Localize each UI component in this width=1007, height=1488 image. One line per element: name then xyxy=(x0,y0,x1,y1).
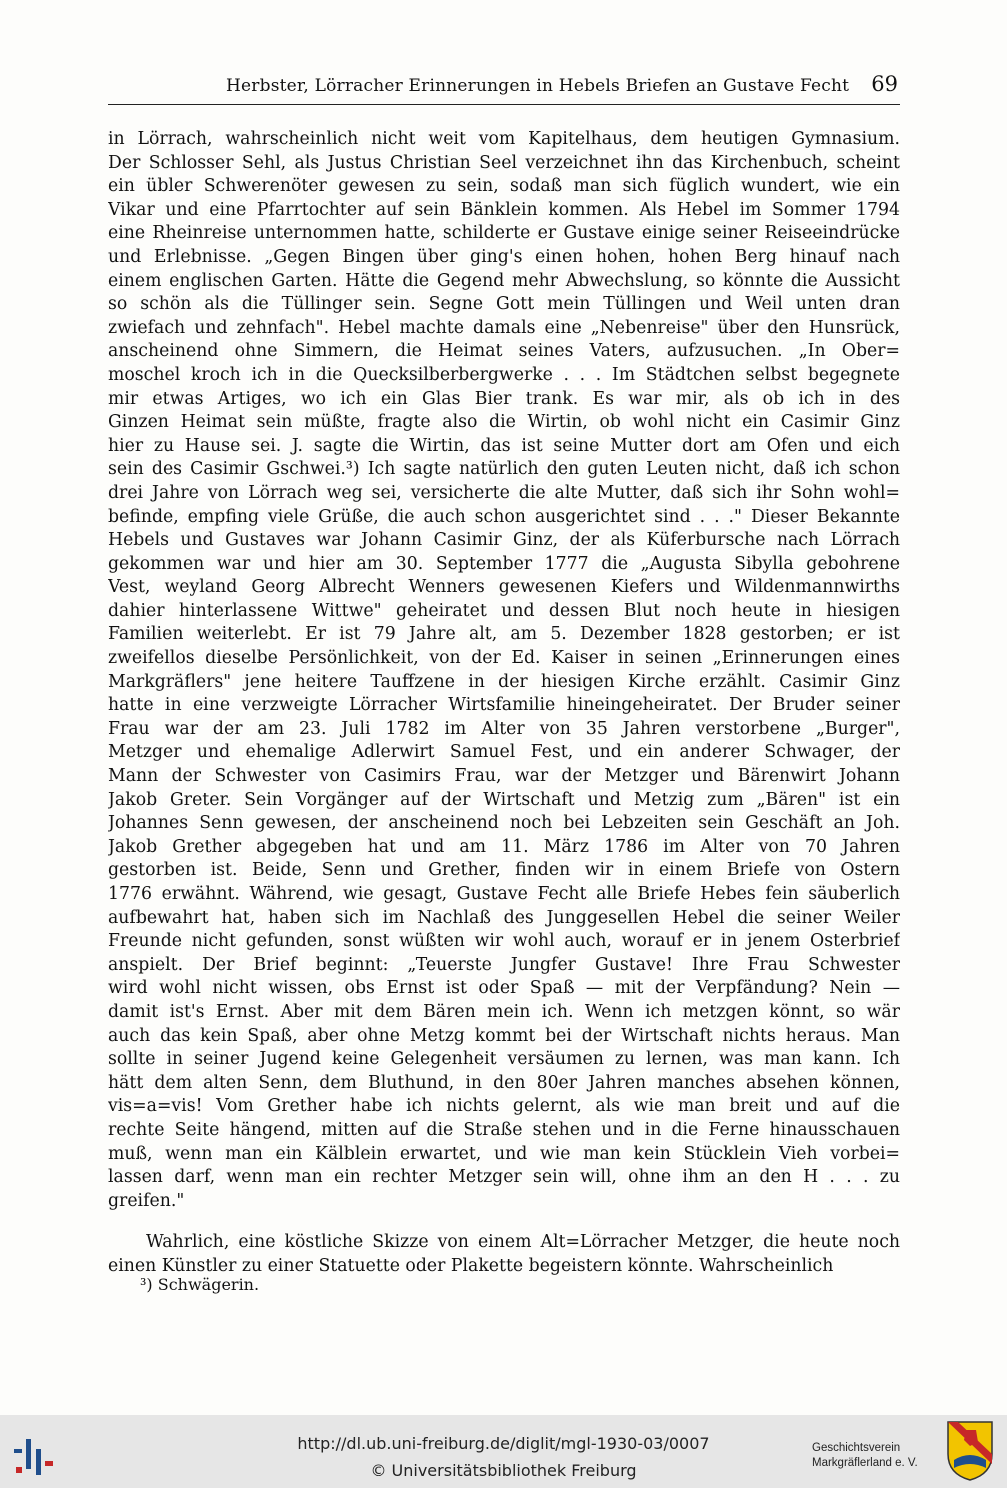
text-line: Hebels und Gustaves war Johann Casimir Ginz, der als Küferbursche nach Lörrach xyxy=(108,530,900,551)
text-line: rechte Seite hängend, mitten auf die Straße stehen und in die Ferne hinausschauen xyxy=(108,1119,900,1140)
text-line: einen Künstler zu einer Statuette oder Plakette begeistern könnte. Wahrscheinlich xyxy=(108,1255,834,1276)
text-line: gekommen war und hier am 30. September 1777 die „Augusta Sibylla gebohrene xyxy=(108,553,900,574)
page-number: 69 xyxy=(871,72,898,96)
text-line: Vikar und eine Pfarrtochter auf sein Bänklein kommen. Als Hebel im Sommer 1794 xyxy=(108,199,900,220)
text-line: Vest, weyland Georg Albrecht Wenners gewesenen Kiefers und Wildenmannwirths xyxy=(108,577,900,598)
running-title: Herbster, Lörracher Erinnerungen in Hebels Briefen an Gustave Fecht xyxy=(226,76,850,96)
viewer-footer xyxy=(0,1415,1007,1488)
text-line: sein des Casimir Gschwei.³) Ich sagte natürlich den guten Leuten nicht, daß ich schon xyxy=(108,459,900,480)
text-line: Wahrlich, eine köstliche Skizze von einem Alt=Lörracher Metzger, die heute noch xyxy=(146,1232,900,1253)
text-line: Johannes Senn gewesen, der anscheinend noch bei Lebzeiten sein Geschäft an Joh. xyxy=(108,813,900,834)
text-line: auch das kein Spaß, aber ohne Metzg kommt bei der Wirtschaft nichts heraus. Man xyxy=(108,1025,900,1046)
text-line: gestorben ist. Beide, Senn und Grether, finden wir in einem Briefe von Ostern xyxy=(108,860,900,881)
text-line: hätt dem alten Senn, dem Bluthund, in den 80er Jahren manches absehen können, xyxy=(108,1072,900,1093)
text-line: so schön als die Tüllinger sein. Segne Gott mein Tüllingen und Weil unten dran xyxy=(108,294,900,315)
text-line: eine Rheinreise unternommen hatte, schilderte er Gustave einige seiner Reiseeindrücke xyxy=(108,223,900,244)
document-url[interactable]: http://dl.ub.uni-freiburg.de/diglit/mgl-1930-03/0007 xyxy=(297,1434,710,1453)
text-line: Jakob Greter. Sein Vorgänger auf der Wirtschaft und Metzig zum „Bären" ist ein xyxy=(108,789,900,810)
text-line: einem englischen Garten. Hätte die Gegend mehr Abwechslung, so könnte die Aussicht xyxy=(108,270,900,291)
copyright-notice: © Universitätsbibliothek Freiburg xyxy=(370,1461,637,1480)
text-line: moschel kroch ich in die Quecksilberbergwerke . . . Im Städtchen selbst begegnete xyxy=(108,364,900,385)
text-line: mir etwas Artiges, wo ich ein Glas Bier trank. Es war mir, als ob ich in des xyxy=(108,388,900,409)
text-line: Frau war der am 23. Juli 1782 im Alter von 35 Jahren verstorbene „Burger", xyxy=(108,718,900,739)
text-line: und Erlebnisse. „Gegen Bingen über ging's einen hohen, hohen Berg hinauf nach xyxy=(108,246,900,267)
paragraph xyxy=(108,128,900,1213)
body-text xyxy=(108,128,900,1279)
text-line: in Lörrach, wahrscheinlich nicht weit vom Kapitelhaus, dem heutigen Gymnasium. xyxy=(108,129,900,149)
society-line: Markgräflerland e. V. xyxy=(812,1457,918,1469)
text-line: Familien weiterlebt. Er ist 79 Jahre alt, am 5. Dezember 1828 gestorben; er ist xyxy=(108,624,900,645)
text-line: 1776 erwähnt. Während, wie gesagt, Gustave Fecht alle Briefe Hebes fein säuberlich xyxy=(108,884,900,904)
society-name xyxy=(812,1441,937,1471)
text-line: Jakob Grether abgegeben hat und am 11. März 1786 im Alter von 70 Jahren xyxy=(108,836,900,857)
society-line: Geschichtsverein xyxy=(812,1442,901,1454)
text-line: damit ist's Ernst. Aber mit dem Bären mein ich. Wenn ich metzgen könnt, so wär xyxy=(108,1001,900,1022)
text-line: anscheinend ohne Simmern, die Heimat seines Vaters, aufzusuchen. „In Ober= xyxy=(108,341,900,362)
text-line: Markgräflers" jene heitere Tauffzene in der hiesigen Kirche erzählt. Casimir Ginz xyxy=(108,671,900,692)
text-line: aufbewahrt hat, haben sich im Nachlaß des Junggesellen Hebel die seiner Weiler xyxy=(108,907,900,928)
text-line: drei Jahre von Lörrach weg sei, versicherte die alte Mutter, daß sich ihr Sohn wohl= xyxy=(108,482,900,503)
text-line: muß, wenn man ein Kälblein erwartet, und wie man kein Stücklein Vieh vorbei= xyxy=(108,1143,900,1164)
text-line: vis=a=vis! Vom Grether habe ich nichts gelernt, als wie man breit und auf die xyxy=(108,1096,900,1117)
text-line: Metzger und ehemalige Adlerwirt Samuel Fest, und ein anderer Schwager, der xyxy=(108,742,900,763)
text-line: Der Schlosser Sehl, als Justus Christian Seel verzeichnet ihn das Kirchenbuch, scheint xyxy=(108,152,900,173)
text-line: Freunde nicht gefunden, sonst wüßten wir wohl auch, worauf er in jenem Osterbrief xyxy=(108,931,900,952)
paragraph xyxy=(108,1231,900,1278)
text-line: Mann der Schwester von Casimirs Frau, war der Metzger und Bärenwirt Johann xyxy=(108,766,900,787)
footnote: ³) Schwägerin. xyxy=(140,1275,260,1294)
text-line: hatte in eine verzweigte Lörracher Wirtsfamilie hineingeheiratet. Der Bruder seiner xyxy=(108,695,900,716)
text-line: zweifellos dieselbe Persönlichkeit, von der Ed. Kaiser in seinen „Erinnerungen eines xyxy=(108,648,900,669)
text-line: wird wohl nicht wissen, obs Ernst ist oder Spaß — mit der Verpfändung? Nein — xyxy=(108,978,900,999)
text-line: lassen darf, wenn man ein rechter Metzger sein will, ohne ihm an den H . . . zu xyxy=(108,1167,900,1188)
page-header xyxy=(108,70,900,105)
coat-of-arms-icon xyxy=(946,1420,994,1482)
text-line: hier zu Hause sei. J. sagte die Wirtin, das ist seine Mutter dort am Ofen und eich xyxy=(108,435,900,456)
text-line: zwiefach und zehnfach". Hebel machte damals eine „Nebenreise" über den Hunsrück, xyxy=(108,317,900,338)
text-line: anspielt. Der Brief beginnt: „Teuerste Jungfer Gustave! Ihre Frau Schwester xyxy=(108,954,900,975)
text-line: dahier hinterlassene Wittwe" geheiratet und dessen Blut noch heute in hiesigen xyxy=(108,600,900,621)
text-line: Ginzen Heimat sein müßte, fragte also die Wirtin, ob wohl nicht ein Casimir Ginz xyxy=(108,412,900,433)
text-line: sollte in seiner Jugend keine Gelegenheit versäumen zu lernen, was man kann. Ich xyxy=(108,1049,900,1070)
text-line: ein übler Schwerenöter gewesen zu sein, sodaß man sich füglich wundert, wie ein xyxy=(108,176,900,197)
text-line: greifen." xyxy=(108,1190,185,1211)
text-line: befinde, empfing viele Grüße, die auch schon ausgerichtet sind . . ." Dieser Bekannte xyxy=(108,506,900,527)
